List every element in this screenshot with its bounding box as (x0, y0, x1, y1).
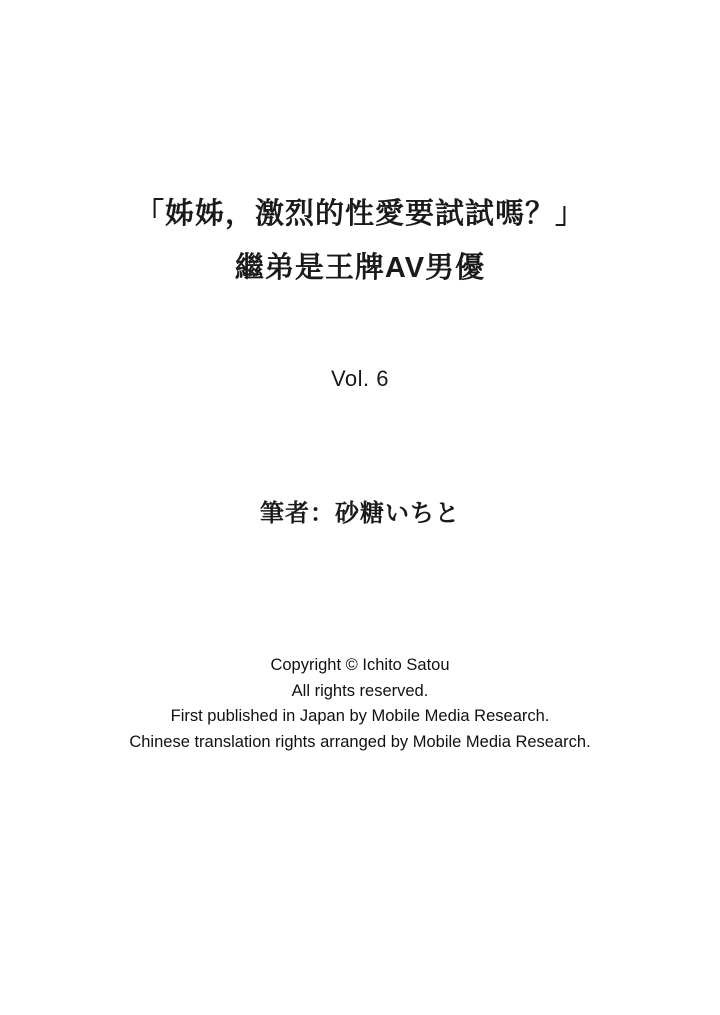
page-title-line-2: 繼弟是王牌AV男優 (234, 251, 486, 284)
copyright-line: First published in Japan by Mobile Media Research. (170, 707, 550, 726)
copyright-line: Copyright © Ichito Satou (270, 656, 450, 674)
copyright-block (0, 653, 720, 755)
author-label: 筆者：砂糖いちと (260, 500, 460, 527)
title-block (0, 196, 720, 287)
volume-label: Vol. 6 (330, 366, 390, 391)
page-title-line-1: 「姊姊，激烈的性愛要試試嗎？」 (134, 198, 585, 230)
copyright-line: Chinese translation rights arranged by Mobile Media Research. (129, 732, 591, 751)
copyright-line: All rights reserved. (291, 681, 429, 700)
